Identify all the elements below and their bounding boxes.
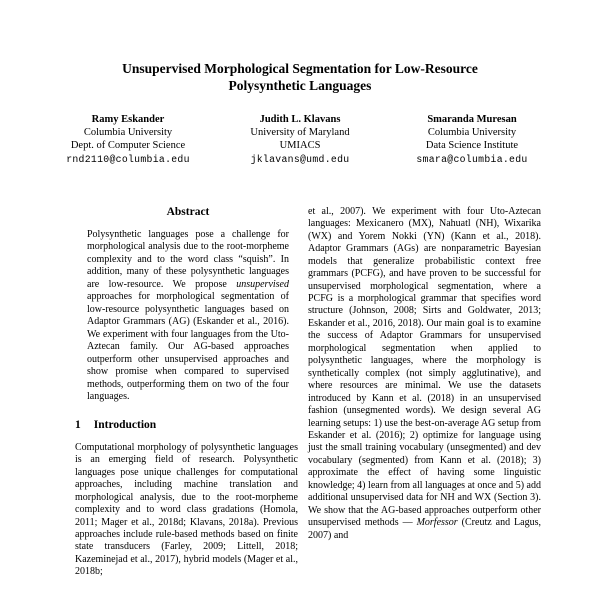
paper-title-line-2: Polysynthetic Languages	[228, 77, 372, 93]
author-2-email: jklavans@umd.edu	[250, 153, 350, 165]
author-block	[0, 113, 600, 166]
author-1-name: Ramy Eskander	[91, 114, 165, 125]
paper-title	[0, 61, 600, 94]
two-column-body	[75, 206, 600, 579]
right-column-text-part-1: et al., 2007). We experiment with four Uto-Aztecan languages: Mexicanero (MX), Nahuatl (NH), Wixarika (WX) and Yorem Nokki (YN) (Kann et al., 2018). Adaptor Grammars (AGs) are nonparametric Bayesian models that generalize probabilistic context free grammars (PCFG), and have proven to be successful for unsupervised morphological segmentation, where a PCFG is a morphological grammar that specifies word structure (Johnson, 2008; Sirts and Goldwater, 2013; Eskander et al., 2016, 2018). Our main goal is to examine the success of Adaptor Grammars for unsupervised morphological segmentation when applied to polysynthetic languages, where the morphology is synthetically complex (not simply agglutinative), and where resources are minimal. We use the datasets introduced by Kann et al. (2018) in an unsupervised fashion (unsegmented words). We design several AG learning setups: 1) use the best-on-average AG setup from Eskander et al. (2016); 2) optimize for language using just the small training vocabulary (unsegmented) and dev vocabulary (segmented) from Kann et al. (2018); 3) approximate the effect of having some linguistic knowledge; 4) learn from all languages at once and 5) add additional unsupervised data for NH and WX (Section 3). We show that the AG-based approaches outperform other unsupervised methods —	[308, 205, 541, 529]
section-heading-introduction	[75, 419, 298, 431]
introduction-paragraph: Computational morphology of polysynthetic languages is an emerging field of research. Polysynthetic languages pose unique challenges for computational approaches, including machine translation and morphological analysis, due to the root-morpheme complexity and to word class gradations (Homola, 2011; Mager et al., 2018d; Klavans, 2018a). Previous approaches include rule-based methods based on finite state transducers (Farley, 2009; Littell, 2018; Kazeminejad et al., 2017), hybrid models (Mager et al., 2018b;	[75, 441, 298, 578]
abstract-text-italic: unsupervised	[236, 278, 289, 290]
author-3-department: Data Science Institute	[425, 140, 519, 152]
column-left	[75, 206, 298, 579]
right-column-text-italic: Morfessor	[416, 517, 458, 529]
author-3-name: Smaranda Muresan	[427, 114, 517, 125]
paper-title-line-1: Unsupervised Morphological Segmentation for Low-Resource	[122, 61, 478, 76]
right-column-text-part-2: (Creutz and Lagus, 2007) and	[308, 517, 541, 541]
abstract-text	[87, 229, 289, 404]
author-1-affiliation: Columbia University	[83, 127, 173, 139]
author-3	[393, 113, 551, 166]
abstract-heading: Abstract	[166, 205, 210, 218]
author-1	[49, 113, 207, 166]
author-2-name: Judith L. Klavans	[259, 114, 341, 125]
abstract-text-part-2: approaches for morphological segmentation of low-resource polysynthetic languages based on Adaptor Grammars (AG) (Eskander et al., 2016). We experiment with four languages from the Uto-Aztecan family. Our AG-based approaches outperform other unsupervised approaches and show promise when compared to supervised methods, outperforming them on two of the four languages.	[87, 291, 289, 403]
abstract-section	[87, 206, 289, 404]
abstract-text-part-1: Polysynthetic languages pose a challenge for morphological analysis due to the root-morpheme complexity and to the word class “squish”. In addition, many of these polysynthetic languages are low-resource. We propose	[87, 228, 289, 290]
author-1-department: Dept. of Computer Science	[70, 140, 186, 152]
column-right	[308, 206, 541, 579]
section-title: Introduction	[93, 418, 157, 431]
right-column-text	[308, 206, 541, 542]
author-2	[221, 113, 379, 166]
author-2-department: UMIACS	[279, 140, 321, 152]
author-3-affiliation: Columbia University	[427, 127, 517, 139]
author-3-email: smara@columbia.edu	[416, 153, 528, 165]
section-number: 1	[75, 418, 81, 431]
author-1-email: rnd2110@columbia.edu	[66, 153, 190, 165]
author-2-affiliation: University of Maryland	[250, 127, 350, 139]
